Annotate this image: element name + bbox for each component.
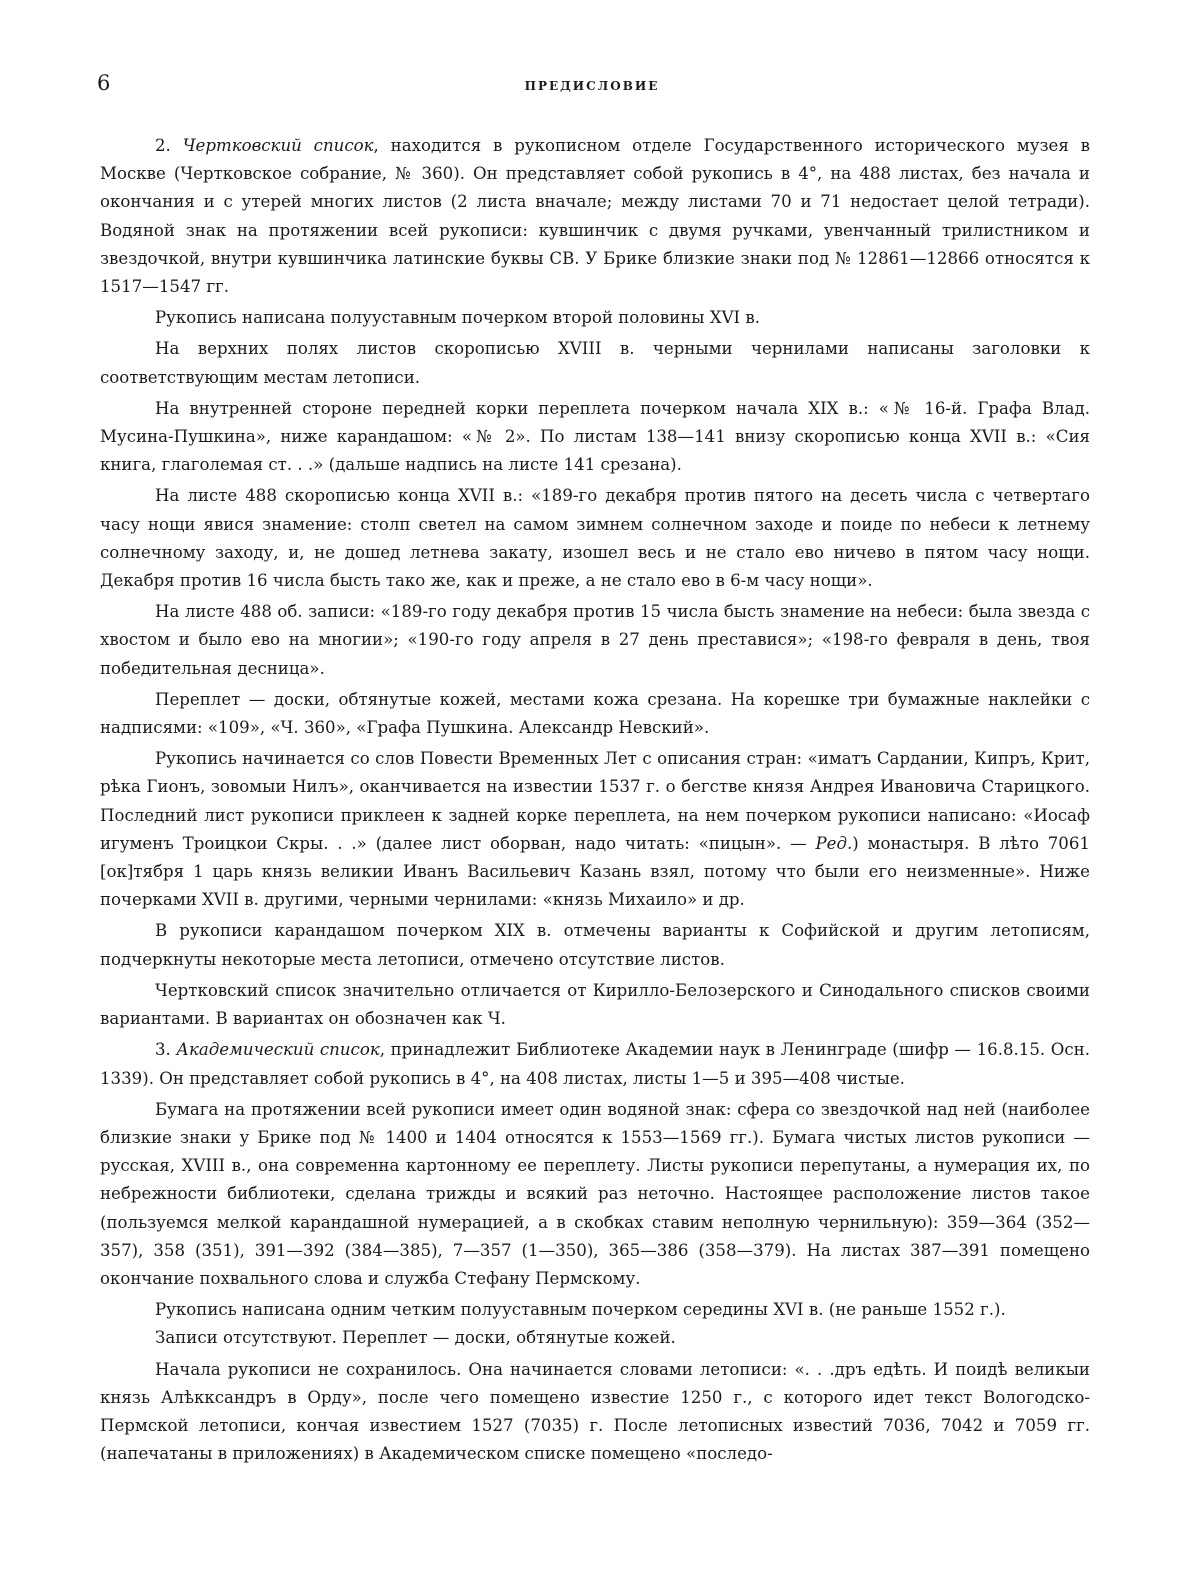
paragraph: На листе 488 об. записи: «189-го году декабря против 15 числа бысть знамение на небеси: была звезда с хвостом и было ево на многии»; «190-го году апреля в 27 день преставися»; «198-го февраля в день, твоя победительная десница». (100, 602, 1090, 678)
paragraph: На верхних полях листов скорописью XVIII в. черными чернилами написаны заголовки к соответствующим местам летописи. (100, 339, 1090, 387)
page-number: 6 (97, 71, 111, 95)
paragraph: В рукописи карандашом почерком XIX в. отмечены варианты к Софийской и другим летописям, подчеркнуты некоторые места летописи, отмечено отсутствие листов. (100, 921, 1090, 969)
paragraph: Рукопись написана одним четким полууставным почерком середины XVI в. (не раньше 1552 г.). (155, 1300, 1006, 1320)
paragraph-text: , находится в рукописном отделе Государственного исторического музея в Москве (Чертковское собрание, № 360). Он представляет собой рукопись в 4°, на 488 листах, без начала и окончания и с утерей многих листов (2 листа вначале; между листами 70 и 71 недостает целой тетради). Водяной знак на протяжении всей рукописи: кувшинчик с двумя ручками, увенчанный трилистником и звездочкой, внутри кувшинчика латинские буквы CB. У Брике близкие знаки под № 12861—12866 относятся к 1517—1547 гг. (100, 136, 1090, 297)
section-number: 2. (155, 136, 183, 155)
section-number: 3. (155, 1040, 177, 1060)
paragraph-text: ) монастыря. В лѣто 7061 [ок]тября 1 царь князь великии Иванъ Васильевич Казань взял, потому что были его неизменные». Ниже почерками XVII в. другими, черными чернилами: «князь Михаило» и др. (100, 833, 1090, 910)
running-title: ПРЕДИСЛОВИЕ (524, 79, 660, 93)
paragraph-manuscript-start (100, 745, 1090, 914)
paragraph: На внутренней стороне передней корки переплета почерком начала XIX в.: «№ 16-й. Графа Влад. Мусина-Пушкина», ниже карандашом: «№ 2». По листам 138—141 внизу скорописью конца XVII в.: «Сия книга, глаголемая ст. . .» (дальше надпись на листе 141 срезана). (100, 398, 1090, 475)
paragraph: Рукопись написана полууставным почерком второй половины XVI в. (155, 308, 761, 328)
paragraph: Бумага на протяжении всей рукописи имеет один водяной знак: сфера со звездочкой над ней (наиболее близкие знаки у Брике под № 1400 и 1404 относятся к 1553—1569 гг.). Бумага чистых листов рукописи — русская, XVIII в., она современна картонному ее переплету. Листы рукописи перепутаны, а нумерация их, по небрежности библиотеки, сделана трижды и всякий раз неточно. Настоящее расположение листов такое (пользуемся мелкой карандашной нумерацией, а в скобках ставим неполную чернильную): 359—364 (352—357), 358 (351), 391—392 (384—385), 7—357 (1—350), 365—386 (358—379). На листах 387—391 помещено окончание похвального слова и служба Стефану Пермскому. (100, 1099, 1090, 1288)
paragraph: Записи отсутствуют. Переплет — доски, обтянутые кожей. (155, 1328, 676, 1348)
paragraph-academic-intro (100, 1036, 1090, 1092)
editor-note: Ред. (815, 833, 853, 853)
paragraph: Начала рукописи не сохранилось. Она начинается словами летописи: «. . .дръ едѣть. И поидѣ великыи князь Алѣкксандръ в Орду», после чего помещено известие 1250 г., с которого идет текст Вологодско-Пермской летописи, кончая известием 1527 (7035) г. После летописных известий 7036, 7042 и 7059 гг. (напечатаны в приложениях) в Академическом списке помещено «последо- (100, 1359, 1090, 1464)
section-title: Чертковский список (182, 136, 374, 155)
body-text (100, 132, 1090, 1471)
paragraph: Чертковский список значительно отличается от Кирилло-Белозерского и Синодального списков своими вариантами. В вариантах он обозначен как Ч. (100, 980, 1090, 1029)
paragraph: На листе 488 скорописью конца XVII в.: «189-го декабря против пятого на десеть числа с четвертаго часу нощи явися знамение: столп светел на самом зимнем солнечном заходе и поиде по небеси к летнему солнечному заходу, и, не дошед летнева закату, изошел весь и не стало ево ничево в пятом часу нощи. Декабря против 16 числа бысть тако же, как и преже, а не стало ево в 6-м часу нощи». (100, 486, 1090, 591)
paragraph: Переплет — доски, обтянутые кожей, местами кожа срезана. На корешке три бумажные наклейки с надписями: «109», «Ч. 360», «Графа Пушкина. Александр Невский». (100, 689, 1090, 738)
paragraph-text: , принадлежит Библиотеке Академии наук в Ленинграде (шифр — 16.8.15. Осн. 1339). Он представляет собой рукопись в 4°, на 408 листах, листы 1—5 и 395—408 чистые. (100, 1040, 1090, 1088)
paragraph-text: Рукопись начинается со слов Повести Временных Лет с описания стран: «иматъ Сардании, Кипръ, Крит, рѣка Гионъ, зовомыи Нилъ», оканчивается на известии 1537 г. о бегстве князя Андрея Ивановича Старицкого. Последний лист рукописи приклеен к задней корке переплета, на нем почерком рукописи написано: «Иосаф игуменъ Троицкои Скры. . .» (далее лист оборван, надо читать: «пицын». — (100, 749, 1090, 853)
paragraph-chertkov-intro (100, 132, 1090, 301)
section-title: Академический список (176, 1040, 380, 1060)
